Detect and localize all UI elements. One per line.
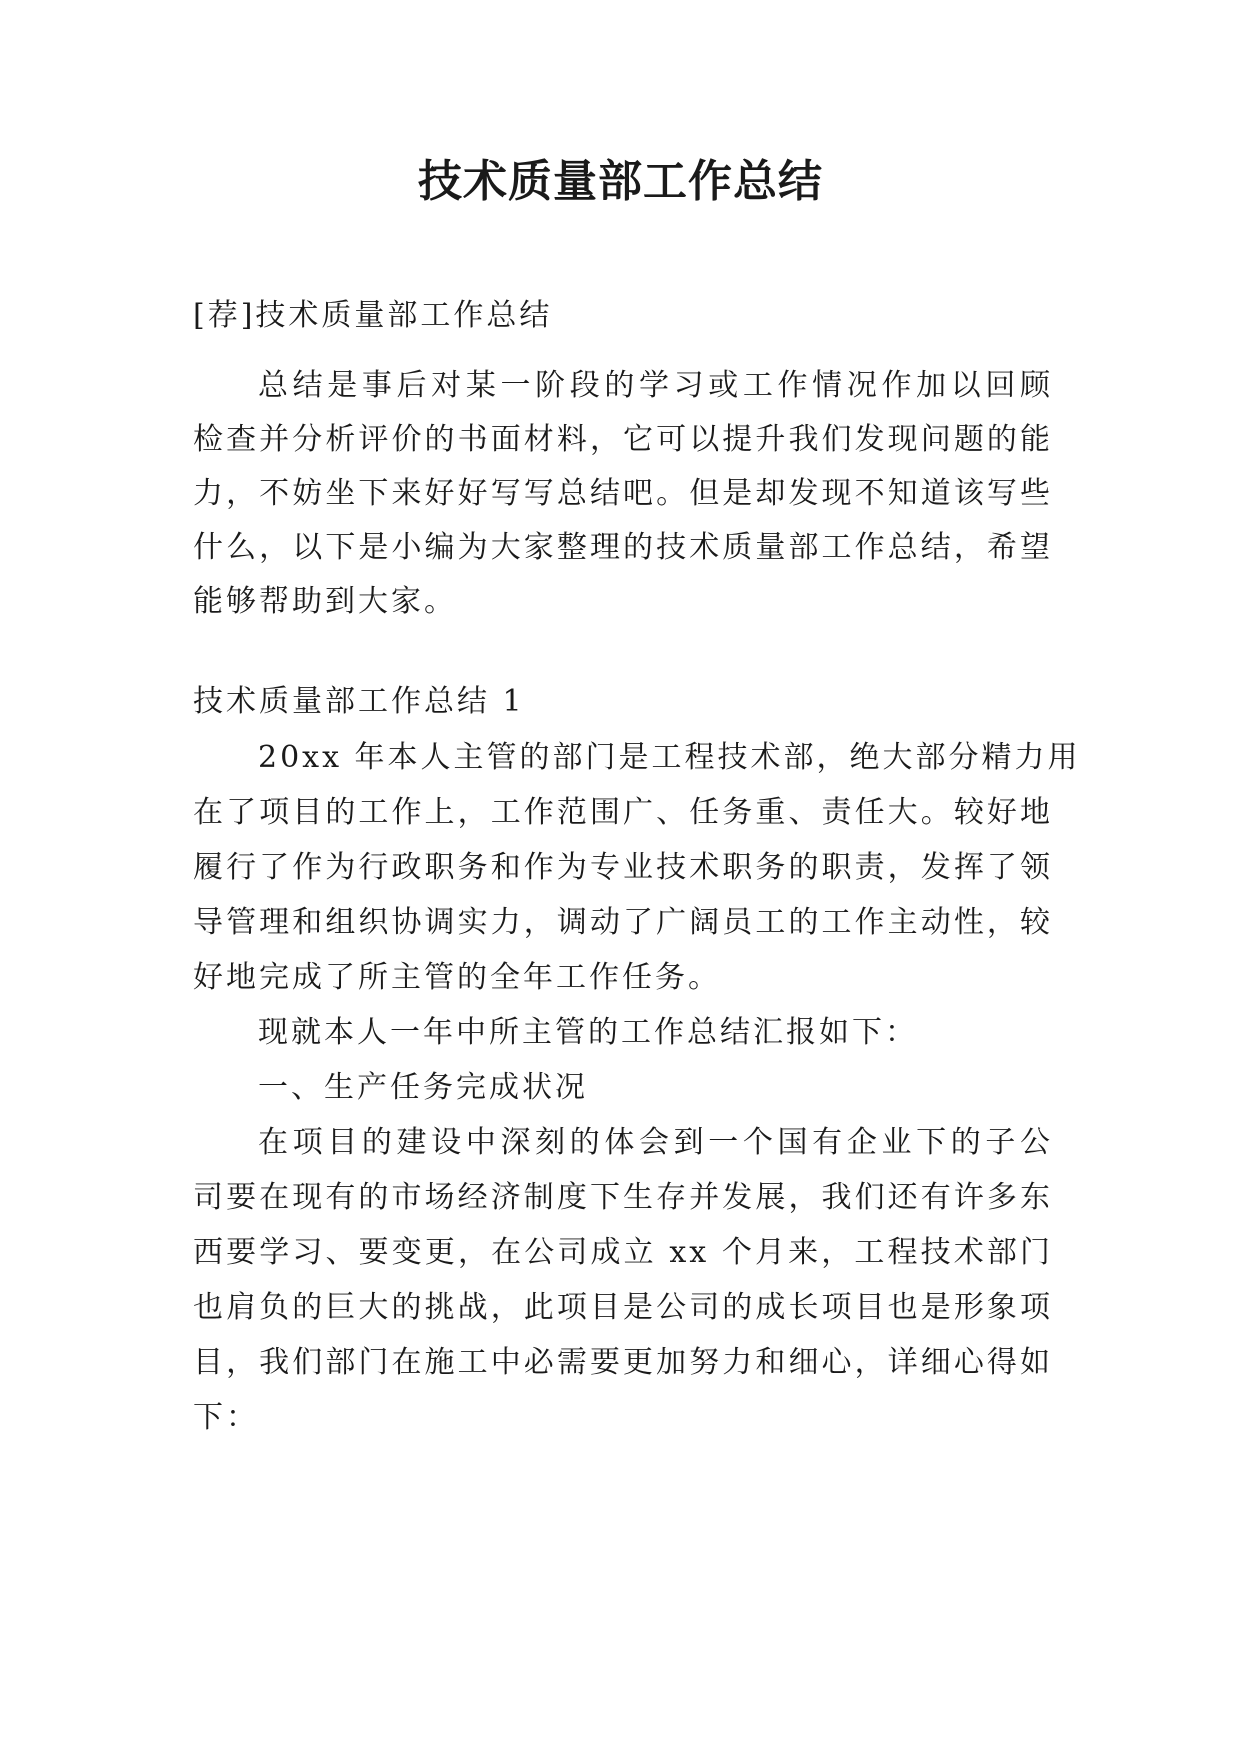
intro-line-3: 力，不妨坐下来好好写写总结吧。但是却发现不知道该写些 [193,476,1053,511]
intro-line-4: 什么，以下是小编为大家整理的技术质量部工作总结，希望 [193,530,1053,565]
document-title: 技术质量部工作总结 [418,156,823,207]
section1-line-5: 好地完成了所主管的全年工作任务。 [193,960,721,995]
para2-line-3: 西要学习、要变更，在公司成立 xx 个月来，工程技术部门 [193,1235,1053,1270]
para2-line-5: 目，我们部门在施工中必需要更加努力和细心，详细心得如 [193,1345,1053,1380]
section1-line-1: 20xx 年本人主管的部门是工程技术部，绝大部分精力用 [258,740,1081,775]
intro-line-5: 能够帮助到大家。 [193,584,457,619]
section1-line-3: 履行了作为行政职务和作为专业技术职务的职责，发挥了领 [193,850,1053,885]
document-subtitle: [荐]技术质量部工作总结 [193,298,553,333]
subheading-production: 一、生产任务完成状况 [258,1070,588,1105]
para2-line-1: 在项目的建设中深刻的体会到一个国有企业下的子公 [258,1125,1053,1160]
section1-line-4: 导管理和组织协调实力，调动了广阔员工的工作主动性，较 [193,905,1053,940]
intro-line-2: 检查并分析评价的书面材料，它可以提升我们发现问题的能 [193,422,1053,457]
para2-line-2: 司要在现有的市场经济制度下生存并发展，我们还有许多东 [193,1180,1053,1215]
section1-line-2: 在了项目的工作上，工作范围广、任务重、责任大。较好地 [193,795,1053,830]
report-line: 现就本人一年中所主管的工作总结汇报如下： [258,1015,918,1050]
para2-line-6: 下： [193,1400,259,1435]
section-heading: 技术质量部工作总结 1 [193,684,525,719]
intro-line-1: 总结是事后对某一阶段的学习或工作情况作加以回顾 [258,368,1053,403]
para2-line-4: 也肩负的巨大的挑战，此项目是公司的成长项目也是形象项 [193,1290,1053,1325]
